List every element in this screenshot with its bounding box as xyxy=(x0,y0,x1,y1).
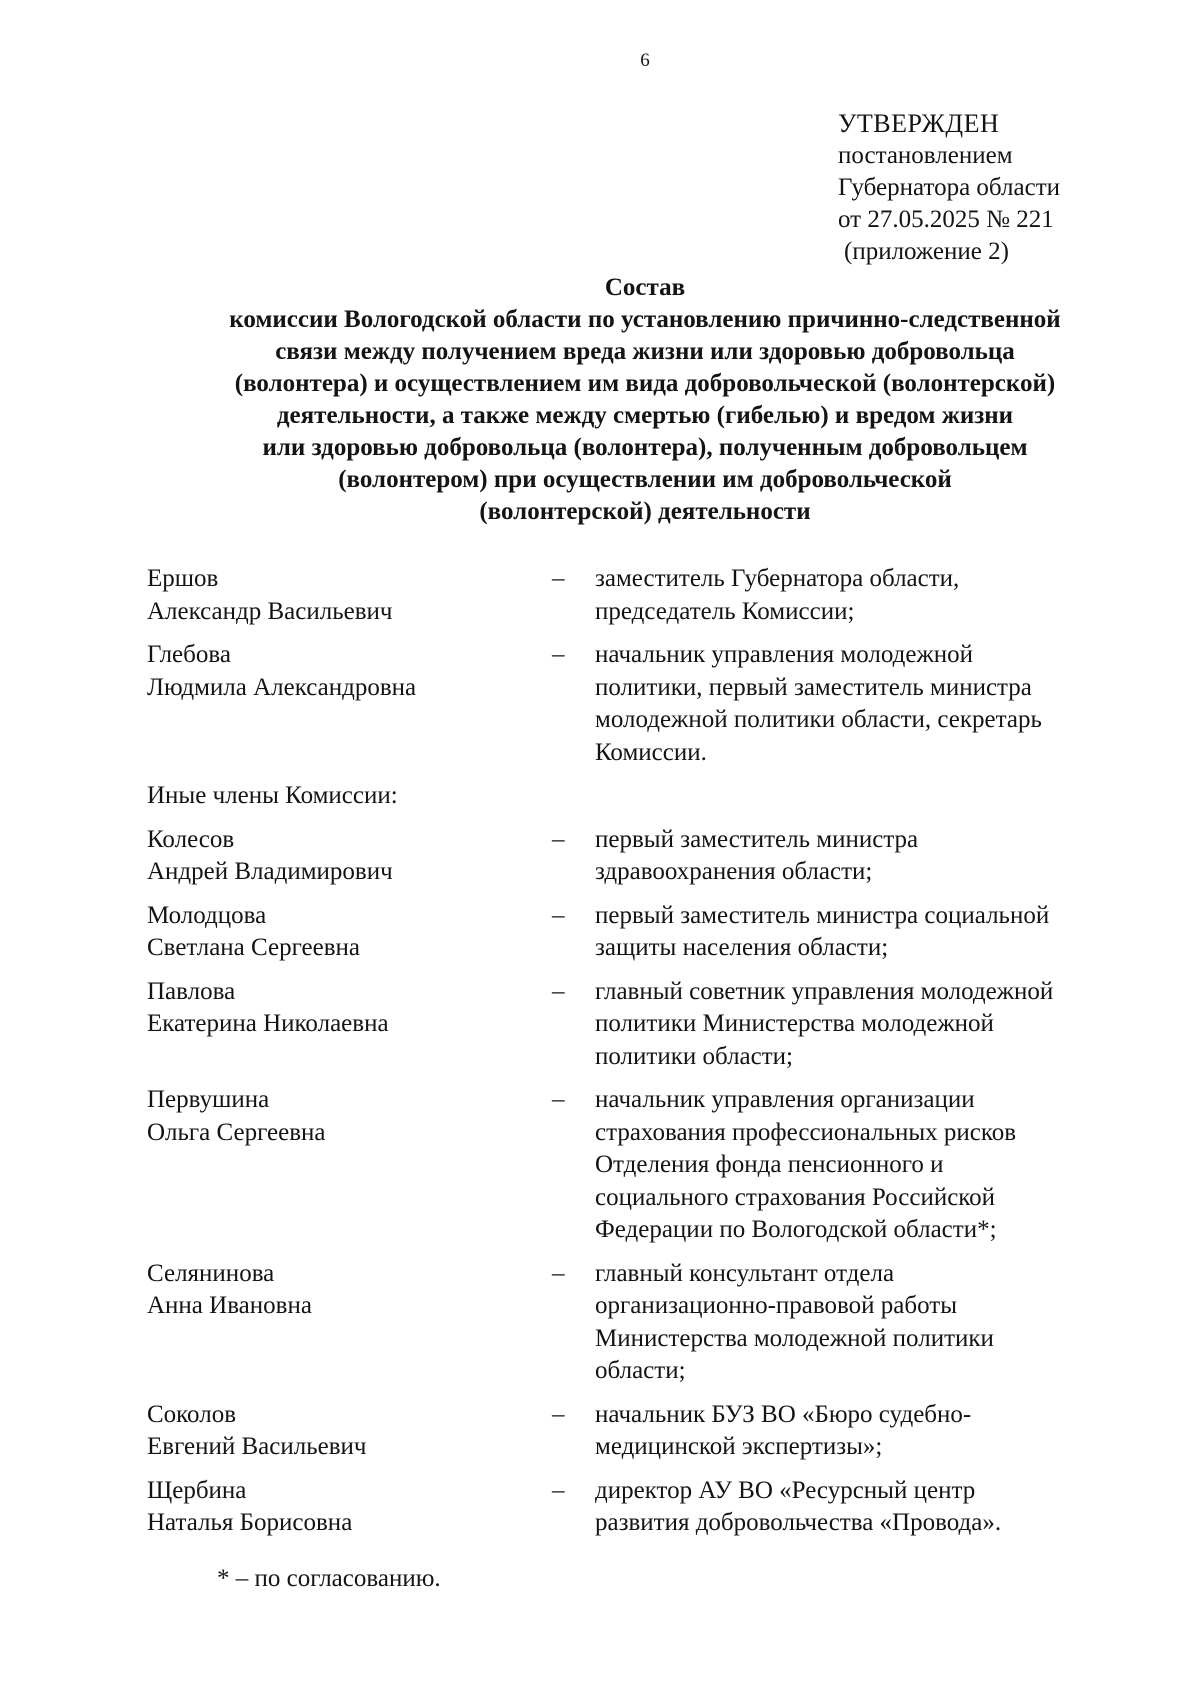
member-row xyxy=(147,900,1157,965)
member-row xyxy=(147,1258,1157,1388)
member-name: Щербина Наталья Борисовна xyxy=(147,1476,353,1536)
member-row xyxy=(147,639,1157,769)
title-line: деятельности, а также между смертью (гибелью) и вредом жизни xyxy=(276,402,1014,429)
dash: – xyxy=(552,1476,565,1504)
member-role: главный консультант отдела организационно-правовой работы Министерства молодежной политики области; xyxy=(595,1259,994,1384)
member-name: Глебова Людмила Александровна xyxy=(147,641,417,701)
dash: – xyxy=(552,825,565,853)
footnote: * – по согласованию. xyxy=(217,1565,441,1592)
dash: – xyxy=(552,1086,565,1113)
member-role: первый заместитель министра социальной защиты населения области; xyxy=(595,901,1050,961)
member-name: Молодцова Светлана Сергеевна xyxy=(147,901,361,961)
member-row xyxy=(147,563,1157,628)
dash: – xyxy=(552,1259,565,1287)
member-name: Колесов Андрей Владимирович xyxy=(147,825,393,885)
member-role: начальник управления молодежной политики, первый заместитель министра молодежной политики области, секретарь Комиссии. xyxy=(595,641,1042,766)
page-number: 6 xyxy=(640,50,650,71)
member-name: Первушина Ольга Сергеевна xyxy=(147,1086,326,1146)
member-role: начальник управления организации страхования профессиональных рисков Отделения фонда пенсионного и социального страхования Российской Федерации по Вологодской области*; xyxy=(595,1086,1017,1243)
approval-stamp: УТВЕРЖДЕН xyxy=(838,109,1000,138)
dash: – xyxy=(552,1400,565,1428)
approval-line: постановлением xyxy=(838,142,1013,169)
member-role: первый заместитель министра здравоохранения области; xyxy=(595,825,919,885)
member-name: Селянинова Анна Ивановна xyxy=(147,1259,312,1319)
dash: – xyxy=(552,977,565,1005)
approval-appendix: (приложение 2) xyxy=(844,238,1009,265)
document-title xyxy=(140,272,1150,528)
dash: – xyxy=(552,565,565,592)
member-row xyxy=(147,824,1157,889)
title-line: или здоровью добровольца (волонтера), полученным добровольцем xyxy=(262,434,1028,461)
member-name: Соколов Евгений Васильевич xyxy=(147,1400,367,1460)
title-heading: Состав xyxy=(604,274,686,301)
other-members-label: Иные члены Комиссии: xyxy=(147,782,398,809)
member-row xyxy=(147,976,1157,1074)
dash: – xyxy=(552,901,565,929)
title-line: (волонтера) и осуществлением им вида добровольческой (волонтерской) xyxy=(234,370,1056,397)
member-role: начальник БУЗ ВО «Бюро судебно- медицинской экспертизы»; xyxy=(595,1400,972,1460)
member-name: Павлова Екатерина Николаевна xyxy=(147,977,389,1037)
title-line: (волонтерской) деятельности xyxy=(479,498,811,525)
title-line: комиссии Вологодской области по установлению причинно-следственной xyxy=(229,306,1061,333)
member-role: главный советник управления молодежной политики Министерства молодежной политики области; xyxy=(595,977,1054,1070)
dash: – xyxy=(552,641,565,668)
title-line: связи между получением вреда жизни или здоровью добровольца xyxy=(275,338,1015,365)
approval-line: от 27.05.2025 № 221 xyxy=(838,206,1054,233)
member-role: директор АУ ВО «Ресурсный центр развития добровольчества «Провода». xyxy=(595,1476,1002,1536)
approval-line: Губернатора области xyxy=(838,174,1060,201)
title-line: (волонтером) при осуществлении им добровольческой xyxy=(338,466,952,493)
member-name: Ершов Александр Васильевич xyxy=(147,565,393,625)
member-role: заместитель Губернатора области, председатель Комиссии; xyxy=(595,565,960,625)
commission-members xyxy=(147,563,1157,1540)
member-row xyxy=(147,1084,1157,1247)
member-row xyxy=(147,1475,1157,1540)
approval-block xyxy=(838,108,1060,268)
member-row xyxy=(147,1399,1157,1464)
